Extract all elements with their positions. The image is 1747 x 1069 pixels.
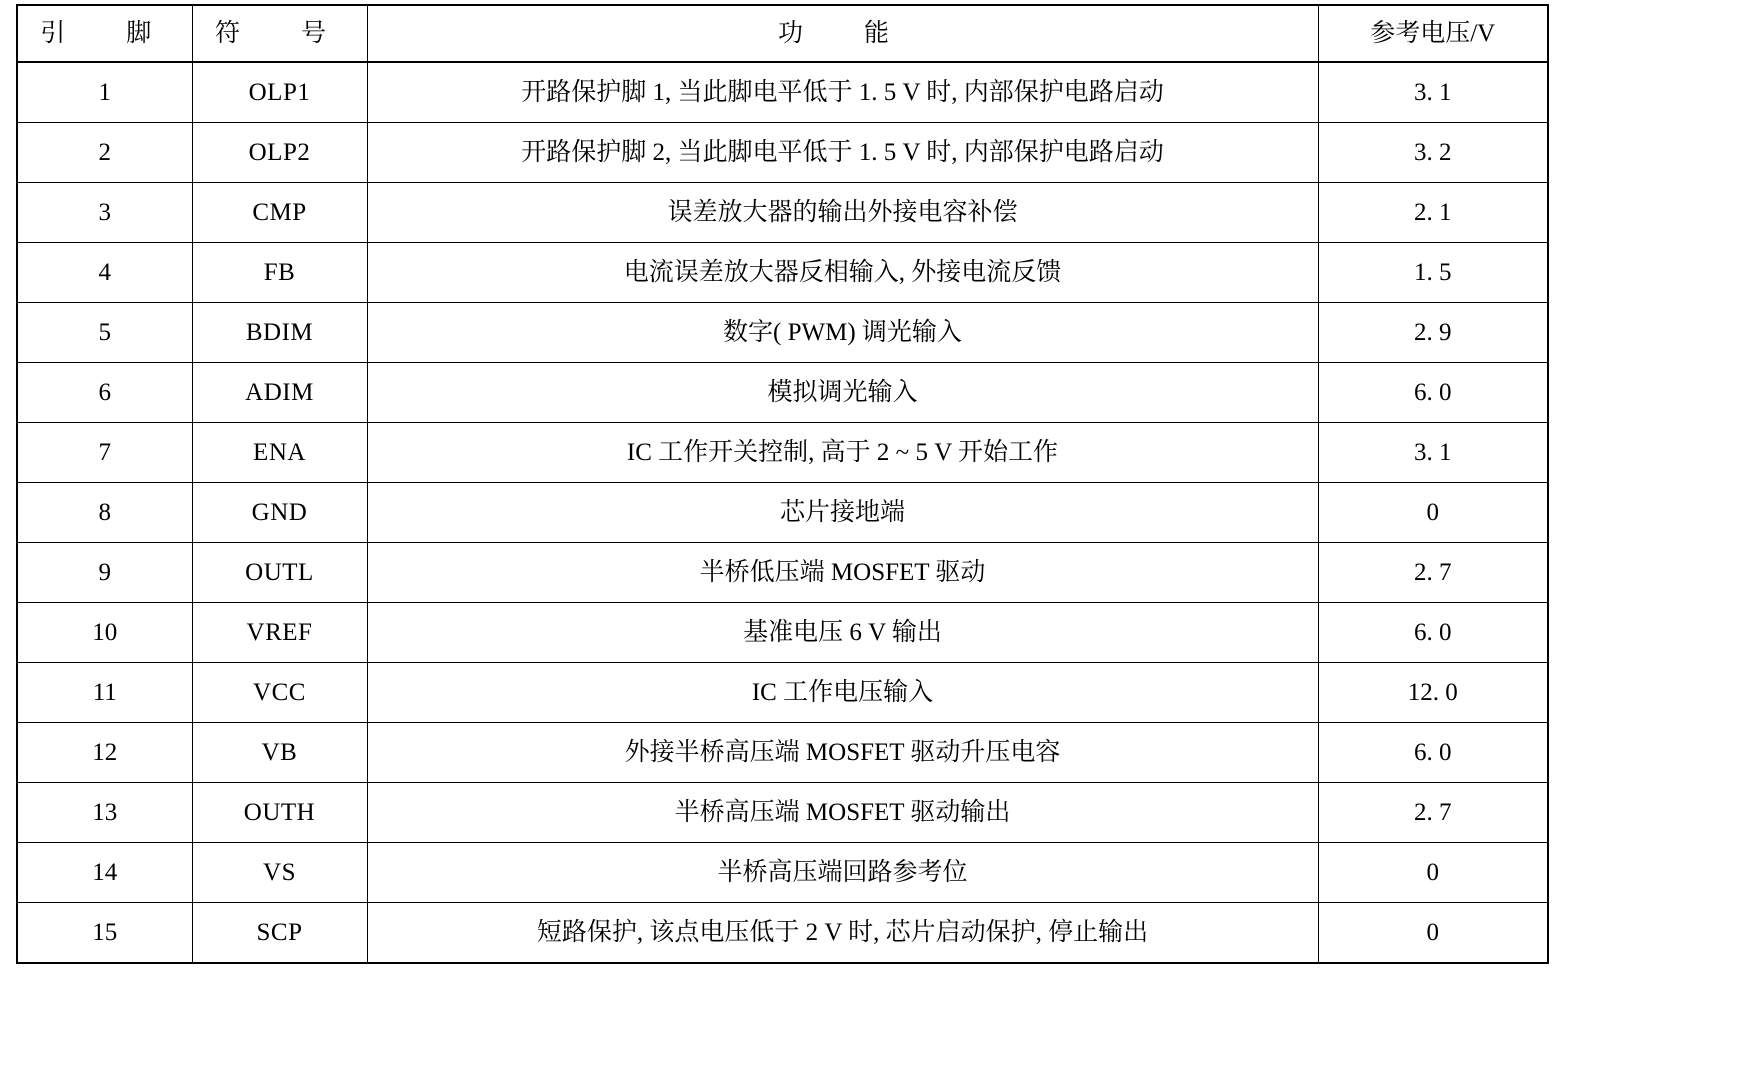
cell-symbol: BDIM	[192, 303, 367, 363]
cell-pin: 4	[17, 243, 192, 303]
cell-function: 基准电压 6 V 输出	[367, 603, 1318, 663]
document-page	[0, 4, 1747, 1069]
cell-vref: 3. 2	[1318, 123, 1548, 183]
cell-function: 误差放大器的输出外接电容补偿	[367, 183, 1318, 243]
table-row	[17, 183, 1548, 243]
cell-vref: 2. 7	[1318, 783, 1548, 843]
cell-vref: 6. 0	[1318, 723, 1548, 783]
table-row	[17, 843, 1548, 903]
cell-symbol: VREF	[192, 603, 367, 663]
cell-function: 外接半桥高压端 MOSFET 驱动升压电容	[367, 723, 1318, 783]
table-row	[17, 603, 1548, 663]
cell-symbol: SCP	[192, 903, 367, 964]
cell-symbol: OLP2	[192, 123, 367, 183]
cell-vref: 0	[1318, 483, 1548, 543]
column-header-function: 功 能	[367, 5, 1318, 62]
table-row	[17, 243, 1548, 303]
table-row	[17, 363, 1548, 423]
cell-vref: 6. 0	[1318, 363, 1548, 423]
table-row	[17, 483, 1548, 543]
cell-pin: 10	[17, 603, 192, 663]
cell-pin: 3	[17, 183, 192, 243]
cell-symbol: VCC	[192, 663, 367, 723]
table-row	[17, 423, 1548, 483]
table-row	[17, 62, 1548, 123]
column-header-vref: 参考电压/V	[1318, 5, 1548, 62]
table-row	[17, 123, 1548, 183]
column-header-symbol: 符 号	[192, 5, 367, 62]
cell-symbol: ADIM	[192, 363, 367, 423]
cell-function: IC 工作开关控制, 高于 2 ~ 5 V 开始工作	[367, 423, 1318, 483]
cell-function: 数字( PWM) 调光输入	[367, 303, 1318, 363]
cell-function: 短路保护, 该点电压低于 2 V 时, 芯片启动保护, 停止输出	[367, 903, 1318, 964]
table-body	[17, 62, 1548, 963]
cell-vref: 2. 9	[1318, 303, 1548, 363]
cell-symbol: FB	[192, 243, 367, 303]
table-row	[17, 663, 1548, 723]
cell-vref: 2. 7	[1318, 543, 1548, 603]
cell-symbol: OUTL	[192, 543, 367, 603]
cell-symbol: ENA	[192, 423, 367, 483]
cell-symbol: OUTH	[192, 783, 367, 843]
cell-symbol: CMP	[192, 183, 367, 243]
cell-pin: 7	[17, 423, 192, 483]
cell-symbol: OLP1	[192, 62, 367, 123]
cell-function: 模拟调光输入	[367, 363, 1318, 423]
table-row	[17, 783, 1548, 843]
table-row	[17, 543, 1548, 603]
cell-pin: 14	[17, 843, 192, 903]
cell-symbol: VS	[192, 843, 367, 903]
cell-pin: 15	[17, 903, 192, 964]
cell-vref: 2. 1	[1318, 183, 1548, 243]
cell-function: 半桥低压端 MOSFET 驱动	[367, 543, 1318, 603]
cell-pin: 9	[17, 543, 192, 603]
column-header-pin: 引 脚	[17, 5, 192, 62]
table-row	[17, 723, 1548, 783]
cell-vref: 1. 5	[1318, 243, 1548, 303]
cell-symbol: GND	[192, 483, 367, 543]
cell-vref: 0	[1318, 843, 1548, 903]
cell-function: 芯片接地端	[367, 483, 1318, 543]
table-row	[17, 303, 1548, 363]
cell-pin: 13	[17, 783, 192, 843]
cell-pin: 8	[17, 483, 192, 543]
cell-function: 半桥高压端回路参考位	[367, 843, 1318, 903]
cell-function: 开路保护脚 2, 当此脚电平低于 1. 5 V 时, 内部保护电路启动	[367, 123, 1318, 183]
cell-vref: 3. 1	[1318, 423, 1548, 483]
cell-function: IC 工作电压输入	[367, 663, 1318, 723]
table-header-row	[17, 5, 1548, 62]
cell-pin: 11	[17, 663, 192, 723]
cell-vref: 3. 1	[1318, 62, 1548, 123]
cell-vref: 0	[1318, 903, 1548, 964]
cell-function: 开路保护脚 1, 当此脚电平低于 1. 5 V 时, 内部保护电路启动	[367, 62, 1318, 123]
cell-pin: 2	[17, 123, 192, 183]
cell-pin: 5	[17, 303, 192, 363]
pin-function-table	[16, 4, 1549, 964]
cell-pin: 1	[17, 62, 192, 123]
cell-function: 电流误差放大器反相输入, 外接电流反馈	[367, 243, 1318, 303]
cell-vref: 12. 0	[1318, 663, 1548, 723]
cell-vref: 6. 0	[1318, 603, 1548, 663]
table-header	[17, 5, 1548, 62]
cell-pin: 6	[17, 363, 192, 423]
table-row	[17, 903, 1548, 964]
cell-function: 半桥高压端 MOSFET 驱动输出	[367, 783, 1318, 843]
cell-pin: 12	[17, 723, 192, 783]
cell-symbol: VB	[192, 723, 367, 783]
